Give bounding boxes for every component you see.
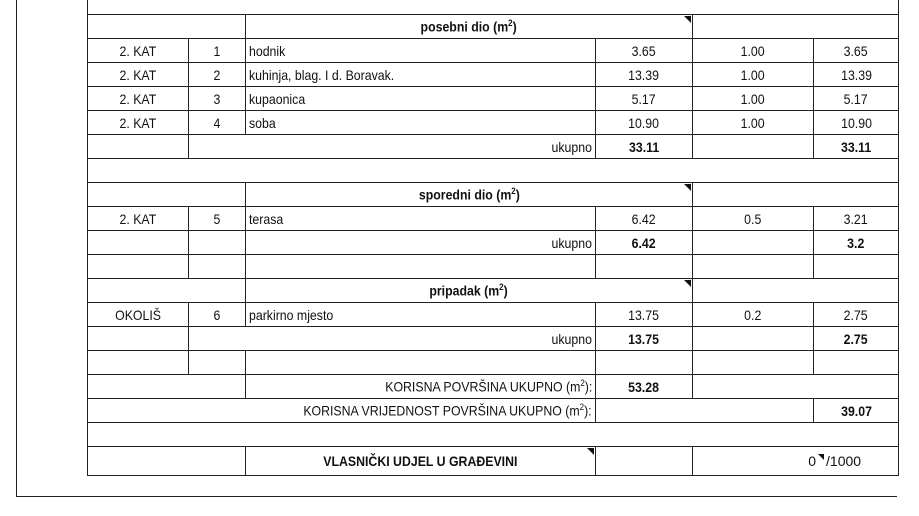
empty-cell xyxy=(693,351,814,375)
number-cell: 4 xyxy=(189,111,246,135)
vrijednost-label: KORISNA VRIJEDNOST POVRŠINA UKUPNO $(m^2)$: xyxy=(88,399,596,423)
total-value: 2.75 xyxy=(814,327,899,351)
area-cell: 13.39 xyxy=(596,63,693,87)
empty-cell xyxy=(88,231,189,255)
table-row xyxy=(88,87,899,111)
empty-cell xyxy=(246,255,596,279)
table-row xyxy=(88,0,899,15)
empty-cell xyxy=(88,135,189,159)
total-row-pripadak xyxy=(88,327,899,351)
coefficient-cell: 1.00 xyxy=(693,63,814,87)
ownership-share xyxy=(693,447,899,476)
spacer-row xyxy=(88,255,899,279)
spacer-row xyxy=(88,159,899,183)
empty-cell xyxy=(189,351,246,375)
coefficient-cell: 1.00 xyxy=(693,39,814,63)
corner-marker-icon xyxy=(818,454,824,460)
total-row-sporedni xyxy=(88,231,899,255)
outer-frame-left xyxy=(16,0,17,497)
empty-cell xyxy=(693,135,814,159)
empty-cell xyxy=(693,15,899,39)
total-label: ukupno xyxy=(189,135,596,159)
empty-cell xyxy=(814,351,899,375)
room-name-cell: parkirno mjesto xyxy=(246,303,596,327)
corner-marker-icon xyxy=(684,184,691,191)
summary-row-vrijednost xyxy=(88,399,899,423)
floor-cell: 2. KAT xyxy=(88,207,189,231)
coefficient-cell: 0.2 xyxy=(693,303,814,327)
empty-cell xyxy=(88,279,246,303)
number-cell: 1 xyxy=(189,39,246,63)
corner-marker-icon xyxy=(684,280,691,287)
floor-cell: 2. KAT xyxy=(88,39,189,63)
empty-cell xyxy=(88,15,246,39)
total-label: ukupno xyxy=(189,327,596,351)
area-cell: 5.17 xyxy=(596,87,693,111)
table-row xyxy=(88,303,899,327)
empty-cell xyxy=(88,351,189,375)
area-cell: 3.65 xyxy=(596,39,693,63)
empty-cell xyxy=(88,159,899,183)
empty-cell xyxy=(88,423,899,447)
section-header-sporedni xyxy=(88,183,899,207)
total-label: ukupno xyxy=(246,231,596,255)
korisna-value: 53.28 xyxy=(596,375,693,399)
room-name-cell: kupaonica xyxy=(246,87,596,111)
korisna-label: KORISNA POVRŠINA UKUPNO $(m^2)$: xyxy=(246,375,596,399)
empty-cell xyxy=(693,375,899,399)
area-cell: 13.75 xyxy=(596,303,693,327)
empty-cell xyxy=(814,255,899,279)
coefficient-cell: 1.00 xyxy=(693,87,814,111)
table-row xyxy=(88,39,899,63)
section-title-sporedni: sporedni dio $(m^2)$ xyxy=(246,183,693,207)
section-title-posebni: posebni dio $(m^2)$ xyxy=(246,15,693,39)
share-denominator: /1000 xyxy=(826,453,862,469)
total-value: 33.11 xyxy=(814,135,899,159)
table-row xyxy=(88,111,899,135)
empty-cell xyxy=(693,183,899,207)
value-cell: 2.75 xyxy=(814,303,899,327)
floor-cell: 2. KAT xyxy=(88,87,189,111)
empty-cell xyxy=(88,0,899,15)
section-header-posebni xyxy=(88,15,899,39)
room-name-cell: soba xyxy=(246,111,596,135)
summary-row-korisna xyxy=(88,375,899,399)
area-cell: 10.90 xyxy=(596,111,693,135)
corner-marker-icon xyxy=(684,16,691,23)
empty-cell xyxy=(88,183,246,207)
empty-cell xyxy=(246,351,596,375)
empty-cell xyxy=(596,399,814,423)
table-row xyxy=(88,63,899,87)
area-table xyxy=(87,0,899,476)
total-area: 33.11 xyxy=(596,135,693,159)
corner-marker-icon xyxy=(587,448,594,455)
floor-cell: 2. KAT xyxy=(88,111,189,135)
empty-cell xyxy=(693,279,899,303)
empty-cell xyxy=(88,327,189,351)
coefficient-cell: 0.5 xyxy=(693,207,814,231)
ownership-label: VLASNIČKI UDJEL U GRAĐEVINI xyxy=(246,447,596,476)
total-value: 3.2 xyxy=(814,231,899,255)
section-title-pripadak: pripadak $(m^2)$ xyxy=(246,279,693,303)
empty-cell xyxy=(596,447,693,476)
outer-frame-bottom xyxy=(16,496,897,497)
total-row-posebni xyxy=(88,135,899,159)
vrijednost-value: 39.07 xyxy=(814,399,899,423)
value-cell: 10.90 xyxy=(814,111,899,135)
value-cell: 3.65 xyxy=(814,39,899,63)
empty-cell xyxy=(88,255,189,279)
floor-cell: 2. KAT xyxy=(88,63,189,87)
room-name-cell: terasa xyxy=(246,207,596,231)
empty-cell xyxy=(693,231,814,255)
value-cell: 5.17 xyxy=(814,87,899,111)
value-cell: 3.21 xyxy=(814,207,899,231)
number-cell: 6 xyxy=(189,303,246,327)
coefficient-cell: 1.00 xyxy=(693,111,814,135)
empty-cell xyxy=(596,351,693,375)
spacer-row xyxy=(88,423,899,447)
floor-cell: OKOLIŠ xyxy=(88,303,189,327)
empty-cell xyxy=(596,255,693,279)
empty-cell xyxy=(189,255,246,279)
empty-cell xyxy=(88,447,246,476)
ownership-row xyxy=(88,447,899,476)
share-numerator: 0 xyxy=(808,453,817,469)
area-cell: 6.42 xyxy=(596,207,693,231)
empty-cell xyxy=(88,375,246,399)
spacer-row xyxy=(88,351,899,375)
number-cell: 5 xyxy=(189,207,246,231)
number-cell: 2 xyxy=(189,63,246,87)
value-cell: 13.39 xyxy=(814,63,899,87)
total-area: 13.75 xyxy=(596,327,693,351)
table-row xyxy=(88,207,899,231)
empty-cell xyxy=(693,327,814,351)
room-name-cell: kuhinja, blag. I d. Boravak. xyxy=(246,63,596,87)
room-name-cell: hodnik xyxy=(246,39,596,63)
empty-cell xyxy=(693,255,814,279)
section-header-pripadak xyxy=(88,279,899,303)
total-area: 6.42 xyxy=(596,231,693,255)
empty-cell xyxy=(189,231,246,255)
number-cell: 3 xyxy=(189,87,246,111)
